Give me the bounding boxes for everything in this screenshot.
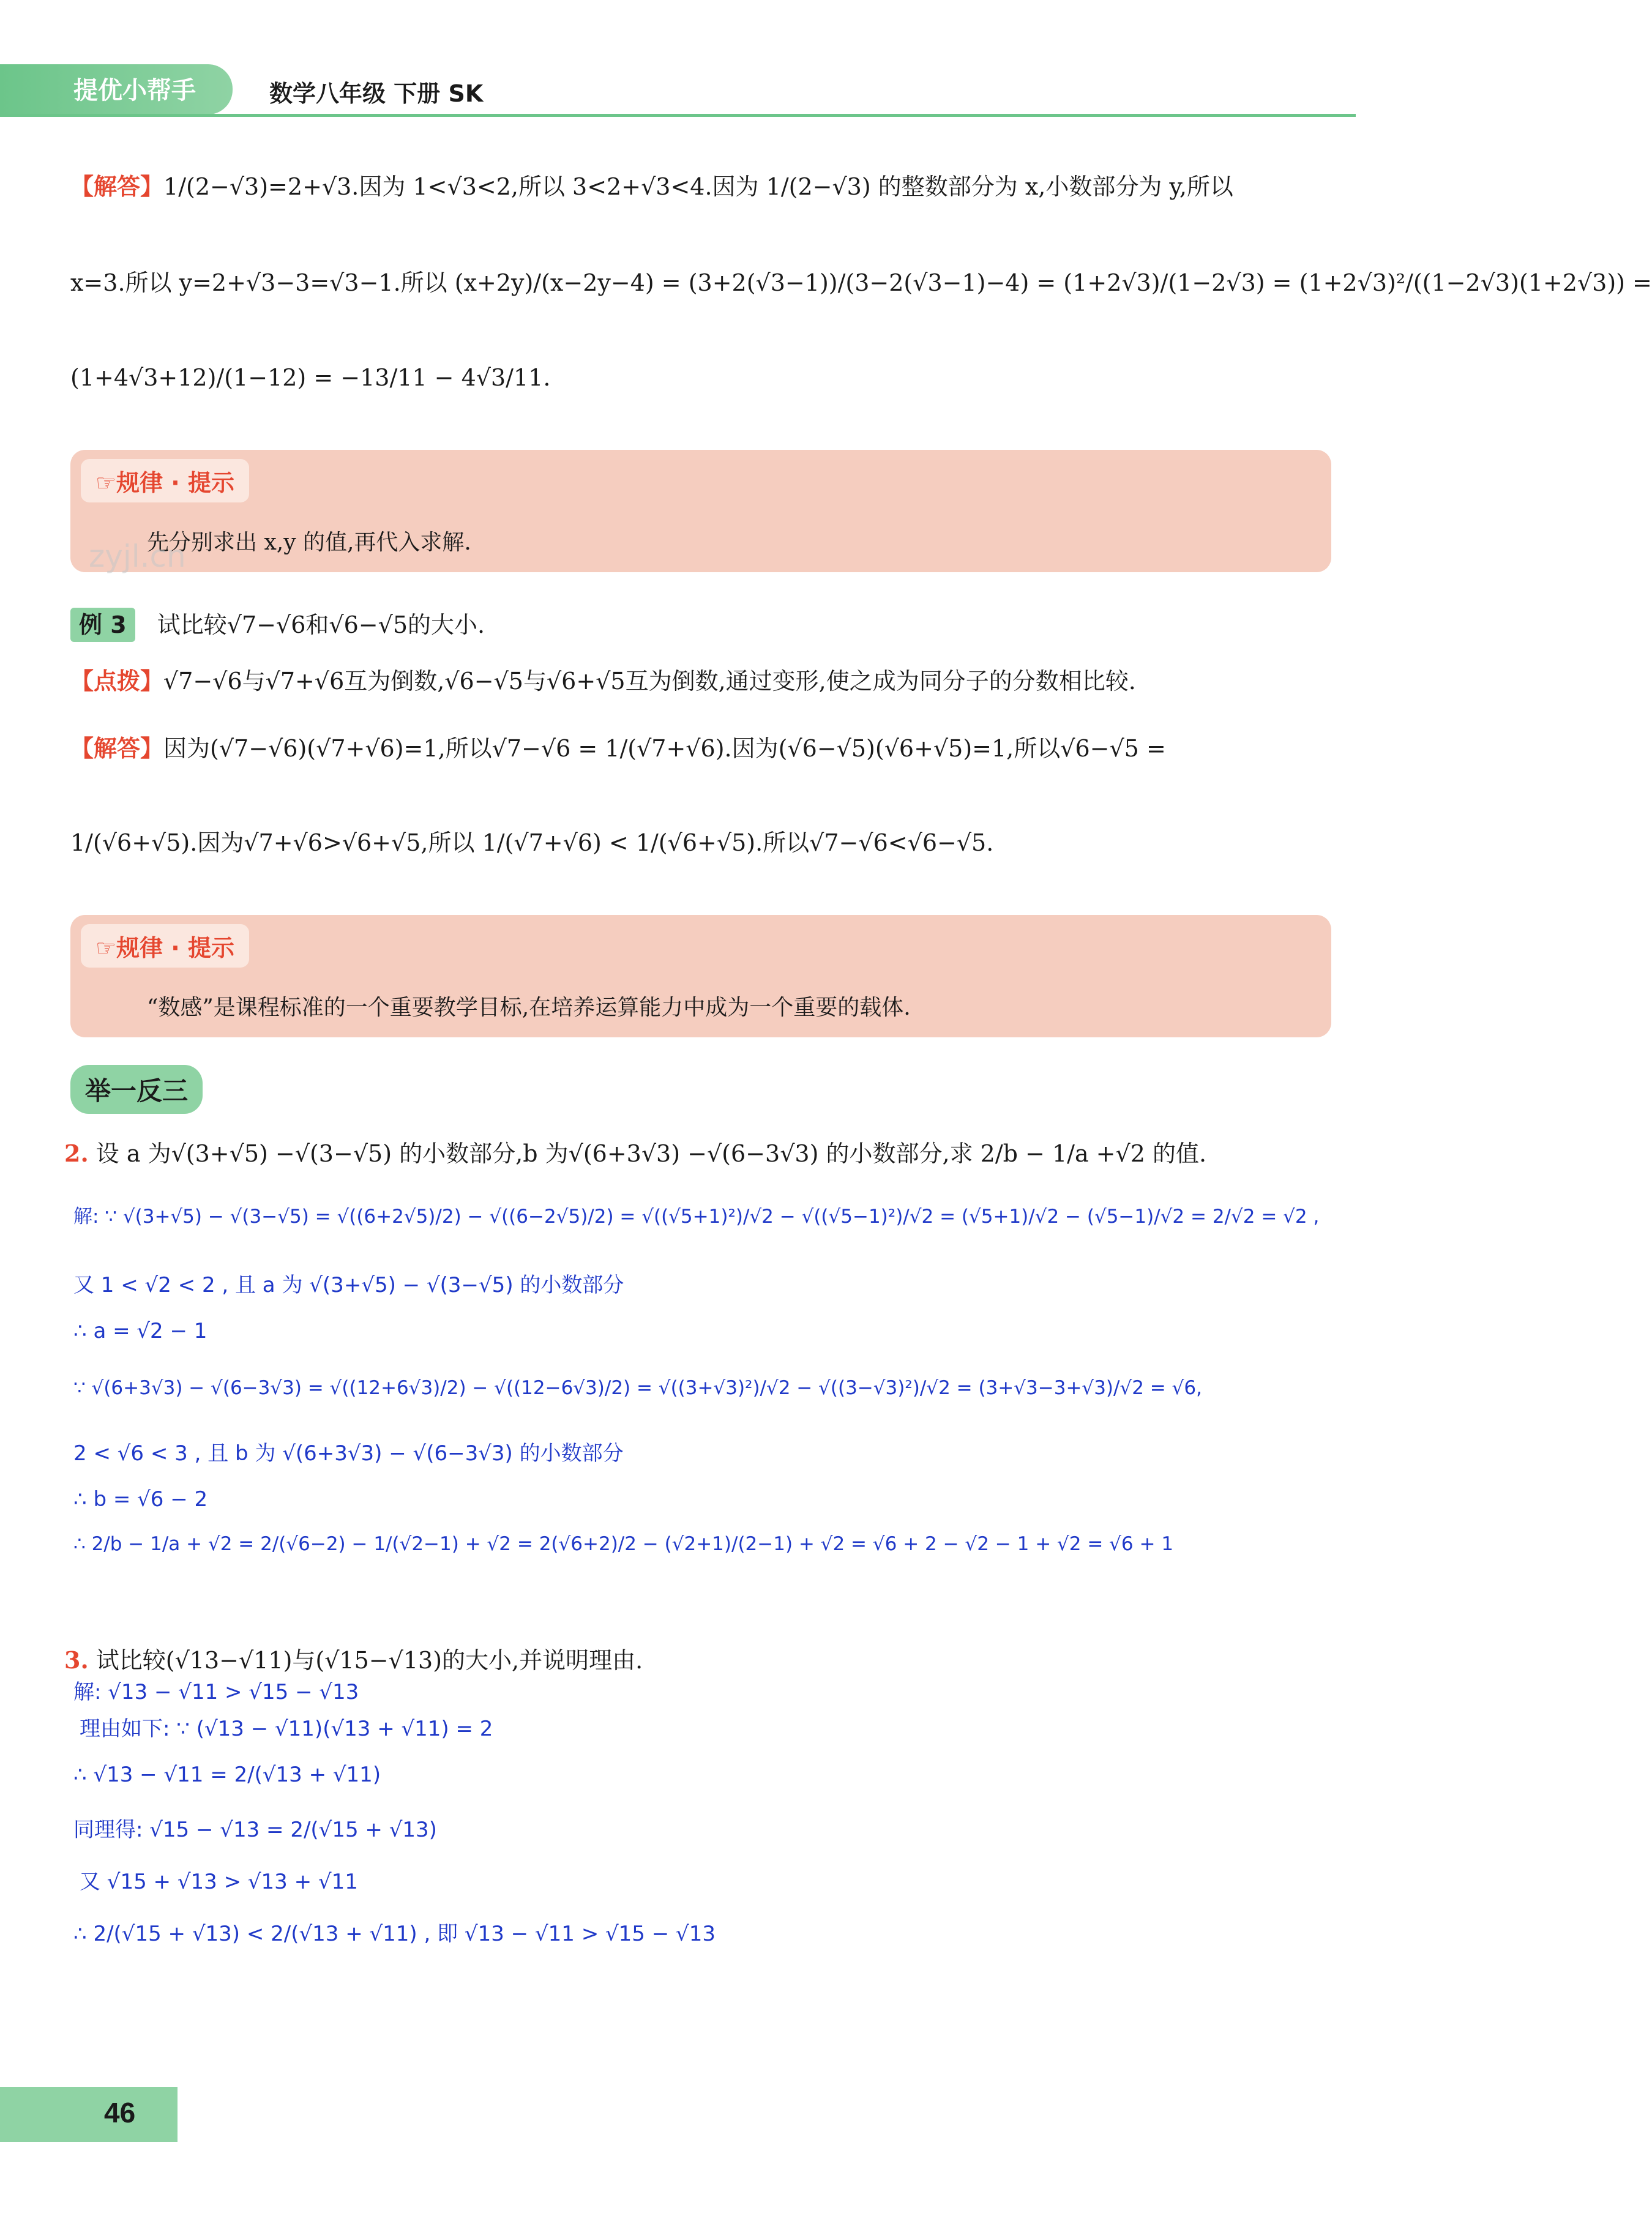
problem2-work-4: ∵ √(6+3√3) − √(6−3√3) = √((12+6√3)/2) − √((12−6√3)/2) = √((3+√3)²)/√2 − √((3−√3)²)/√2 = (3+√3−3+√3)/√2 = √6, <box>73 1377 1202 1399</box>
problem2-work-3: ∴ a = √2 − 1 <box>73 1319 207 1343</box>
solution1-line3: (1+4√3+12)/(1−12) = −13/11 − 4√3/11. <box>70 364 551 391</box>
tip-text-2: “数感”是课程标准的一个重要教学目标,在培养运算能力中成为一个重要的载体. <box>147 995 911 1020</box>
problem2-work-7: ∴ 2/b − 1/a + √2 = 2/(√6−2) − 1/(√2−1) + √2 = 2(√6+2)/2 − (√2+1)/(2−1) + √2 = √6 + 2 − √2 − 1 + √2 = √6 + 1 <box>73 1533 1174 1555</box>
example3-answer-line1: 【解答】因为(√7−√6)(√7+√6)=1,所以√7−√6 = 1/(√7+√6).因为(√6−√5)(√6+√5)=1,所以√6−√5 = <box>70 734 1166 762</box>
tip-text-1: 先分别求出 x,y 的值,再代入求解. <box>147 530 471 555</box>
problem2-number: 2. <box>64 1140 89 1167</box>
problem3-question-line <box>64 1646 643 1675</box>
problem3-number: 3. <box>64 1646 89 1674</box>
book-title: 数学八年级 下册 SK <box>269 80 484 107</box>
problem2-work-6: ∴ b = √6 − 2 <box>73 1487 208 1512</box>
problem3-work-4: 同理得: √15 − √13 = 2/(√15 + √13) <box>73 1818 437 1842</box>
example-badge: 例 3 <box>70 608 135 642</box>
page-number: 46 <box>104 2097 136 2129</box>
solution1-line2: x=3.所以 y=2+√3−3=√3−1.所以 (x+2y)/(x−2y−4) = (3+2(√3−1))/(3−2(√3−1)−4) = (1+2√3)/(1−2√3) = (1+2√3)²/((1−2√3)(1+2√3)) = <box>70 269 1652 296</box>
example3-question-line <box>70 606 485 640</box>
page-number-bar <box>0 2087 178 2142</box>
problem2-work-1: 解: ∵ √(3+√5) − √(3−√5) = √((6+2√5)/2) − √((6−2√5)/2) = √((√5+1)²)/√2 − √((√5−1)²)/√2 = (√5+1)/√2 − (√5−1)/√2 = 2/√2 = √2 , <box>73 1206 1320 1228</box>
problem2-question-line <box>64 1140 1206 1168</box>
tip-label-1: ☞规律 · 提示 <box>81 459 249 502</box>
solution1-line1: 【解答】1/(2−√3)=2+√3.因为 1<√3<2,所以 3<2+√3<4.因为 1/(2−√3) 的整数部分为 x,小数部分为 y,所以 <box>70 173 1233 200</box>
watermark: zyjl.cn <box>89 539 186 574</box>
problem3-work-1: 解: √13 − √11 > √15 − √13 <box>73 1680 359 1704</box>
header-tag: 提优小帮手 <box>73 76 196 105</box>
answer-tag: 【解答】 <box>70 173 164 200</box>
example3-question: 试比较√7−√6和√6−√5的大小. <box>157 611 485 638</box>
section-badge: 举一反三 <box>70 1065 203 1114</box>
problem3-work-3: ∴ √13 − √11 = 2/(√13 + √11) <box>73 1763 381 1787</box>
answer-tag-2: 【解答】 <box>70 734 164 762</box>
problem3-work-5: 又 √15 + √13 > √13 + √11 <box>80 1870 358 1894</box>
header-divider <box>0 114 1356 117</box>
tip-label-2: ☞规律 · 提示 <box>81 924 249 968</box>
example3-answer-line2: 1/(√6+√5).因为√7+√6>√6+√5,所以 1/(√7+√6) < 1/(√6+√5).所以√7−√6<√6−√5. <box>70 829 994 856</box>
problem3-question: 试比较(√13−√11)与(√15−√13)的大小,并说明理由. <box>95 1647 643 1674</box>
example3-hint: 【点拨】√7−√6与√7+√6互为倒数,√6−√5与√6+√5互为倒数,通过变形,使之成为同分子的分数相比较. <box>70 667 1136 695</box>
problem2-question: 设 a 为√(3+√5) −√(3−√5) 的小数部分,b 为√(6+3√3) −√(6−3√3) 的小数部分,求 2/b − 1/a +√2 的值. <box>95 1140 1207 1167</box>
problem2-work-5: 2 < √6 < 3 , 且 b 为 √(6+3√3) − √(6−3√3) 的小数部分 <box>73 1441 624 1466</box>
problem3-work-6: ∴ 2/(√15 + √13) < 2/(√13 + √11) , 即 √13 − √11 > √15 − √13 <box>73 1922 716 1946</box>
problem3-work-2: 理由如下: ∵ (√13 − √11)(√13 + √11) = 2 <box>80 1717 493 1741</box>
hint-tag: 【点拨】 <box>70 667 164 695</box>
problem2-work-2: 又 1 < √2 < 2 , 且 a 为 √(3+√5) − √(3−√5) 的小数部分 <box>73 1273 624 1297</box>
